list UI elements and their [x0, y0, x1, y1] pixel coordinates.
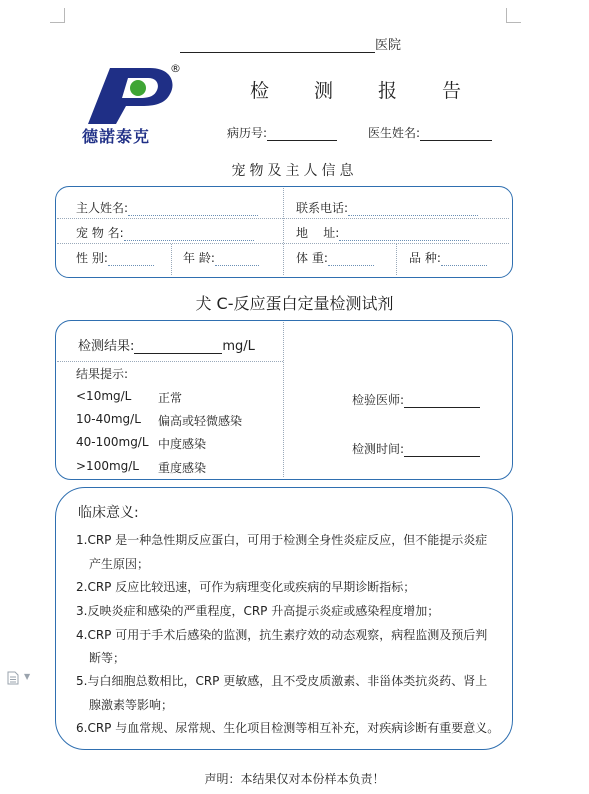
hint-range-1: <10mg/L: [76, 389, 132, 403]
record-no-field: [227, 124, 337, 141]
title-char-1: 检: [250, 80, 270, 102]
phone-field: [296, 199, 478, 216]
hospital-suffix: 医院: [375, 38, 402, 53]
phone-input[interactable]: [348, 202, 478, 216]
pet-name-input[interactable]: [124, 227, 254, 241]
owner-name-field: [76, 199, 258, 216]
result-unit: mg/L: [222, 339, 255, 354]
inspector-input[interactable]: [404, 394, 480, 408]
inspector-label: 检验医师:: [352, 393, 405, 407]
hint-meaning-3: 中度感染: [158, 437, 207, 451]
sex-input[interactable]: [108, 252, 154, 266]
test-time-label: 检测时间:: [352, 442, 405, 456]
result-field: [78, 335, 255, 354]
clinical-line-9: 6.CRP 与血常规、尿常规、生化项目检测等相互补充，对疾病诊断有重要意义。: [76, 721, 500, 735]
clinical-line-4: 3.反映炎症和感染的严重程度，CRP 升高提示炎症或感染程度增加；: [76, 604, 440, 618]
pet-info-title: 宠物及主人信息: [231, 163, 358, 179]
doctor-name-input[interactable]: [420, 126, 492, 141]
hint-meaning-1: 正常: [158, 391, 183, 405]
weight-label: 体 重:: [296, 251, 328, 265]
hint-range-4: >100mg/L: [76, 459, 139, 473]
title-char-3: 报: [378, 80, 398, 102]
title-char-4: 告: [442, 80, 462, 102]
kit-title: 犬 C-反应蛋白定量检测试剂: [195, 294, 394, 313]
company-logo: [80, 64, 190, 146]
hint-meaning-4: 重度感染: [158, 461, 207, 475]
inspector-field: [352, 391, 480, 408]
pet-name-field: [76, 224, 254, 241]
grid-line: [396, 244, 397, 275]
clinical-title: 临床意义:: [78, 505, 139, 521]
hint-label: 结果提示:: [76, 367, 129, 381]
owner-name-input[interactable]: [128, 202, 258, 216]
phone-label: 联系电话:: [296, 201, 349, 215]
pet-name-label: 宠 物 名:: [76, 226, 124, 240]
hint-range-3: 40-100mg/L: [76, 435, 149, 449]
address-label: 地 址:: [296, 226, 340, 240]
clinical-line-2: 产生原因；: [89, 557, 150, 571]
crop-mark-top-left-h: [50, 8, 65, 23]
address-input[interactable]: [339, 227, 469, 241]
test-time-input[interactable]: [404, 443, 480, 457]
sex-label: 性 别:: [76, 251, 108, 265]
hint-meaning-2: 偏高或轻微感染: [158, 414, 243, 428]
document-icon[interactable]: [7, 670, 19, 684]
age-label: 年 龄:: [183, 251, 215, 265]
result-input[interactable]: [134, 339, 222, 354]
doctor-name-field: [368, 124, 492, 141]
age-field: [183, 249, 259, 266]
breed-label: 品 种:: [409, 251, 441, 265]
hospital-line: [180, 34, 401, 53]
sex-field: [76, 249, 154, 266]
clinical-line-5: 4.CRP 可用于手术后感染的监测，抗生素疗效的动态观察，病程监测及预后判: [76, 628, 488, 642]
clinical-line-7: 5.与白细胞总数相比，CRP 更敏感，且不受皮质激素、非甾体类抗炎药、肾上: [76, 674, 488, 688]
logo-text: 德諾泰克: [82, 127, 151, 146]
title-char-2: 测: [314, 80, 334, 102]
weight-field: [296, 249, 374, 266]
clinical-line-3: 2.CRP 反应比较迅速，可作为病理变化或疾病的早期诊断指标；: [76, 580, 416, 594]
crop-mark-top-right: [506, 8, 521, 23]
clinical-line-6: 断等；: [89, 651, 126, 665]
age-input[interactable]: [215, 252, 259, 266]
breed-field: [409, 249, 487, 266]
record-no-label: 病历号:: [227, 126, 268, 140]
grid-line: [283, 188, 284, 275]
grid-line: [171, 244, 172, 275]
doctor-name-label: 医生姓名:: [368, 126, 421, 140]
result-label: 检测结果:: [78, 339, 135, 354]
breed-input[interactable]: [441, 252, 487, 266]
grid-line: [57, 361, 283, 362]
record-no-input[interactable]: [267, 126, 337, 141]
clinical-line-1: 1.CRP 是一种急性期反应蛋白，可用于检测全身性炎症反应，但不能提示炎症: [76, 533, 488, 547]
grid-line: [283, 322, 284, 477]
clinical-line-8: 腺激素等影响；: [89, 698, 174, 712]
owner-name-label: 主人姓名:: [76, 201, 129, 215]
dropdown-arrow-icon[interactable]: ▼: [24, 672, 31, 681]
registered-mark: ®: [170, 62, 181, 75]
hint-range-2: 10-40mg/L: [76, 412, 141, 426]
address-field: [296, 224, 469, 241]
footer-statement: 声明：本结果仅对本份样本负责！: [204, 772, 385, 786]
weight-input[interactable]: [328, 252, 374, 266]
test-time-field: [352, 440, 480, 457]
